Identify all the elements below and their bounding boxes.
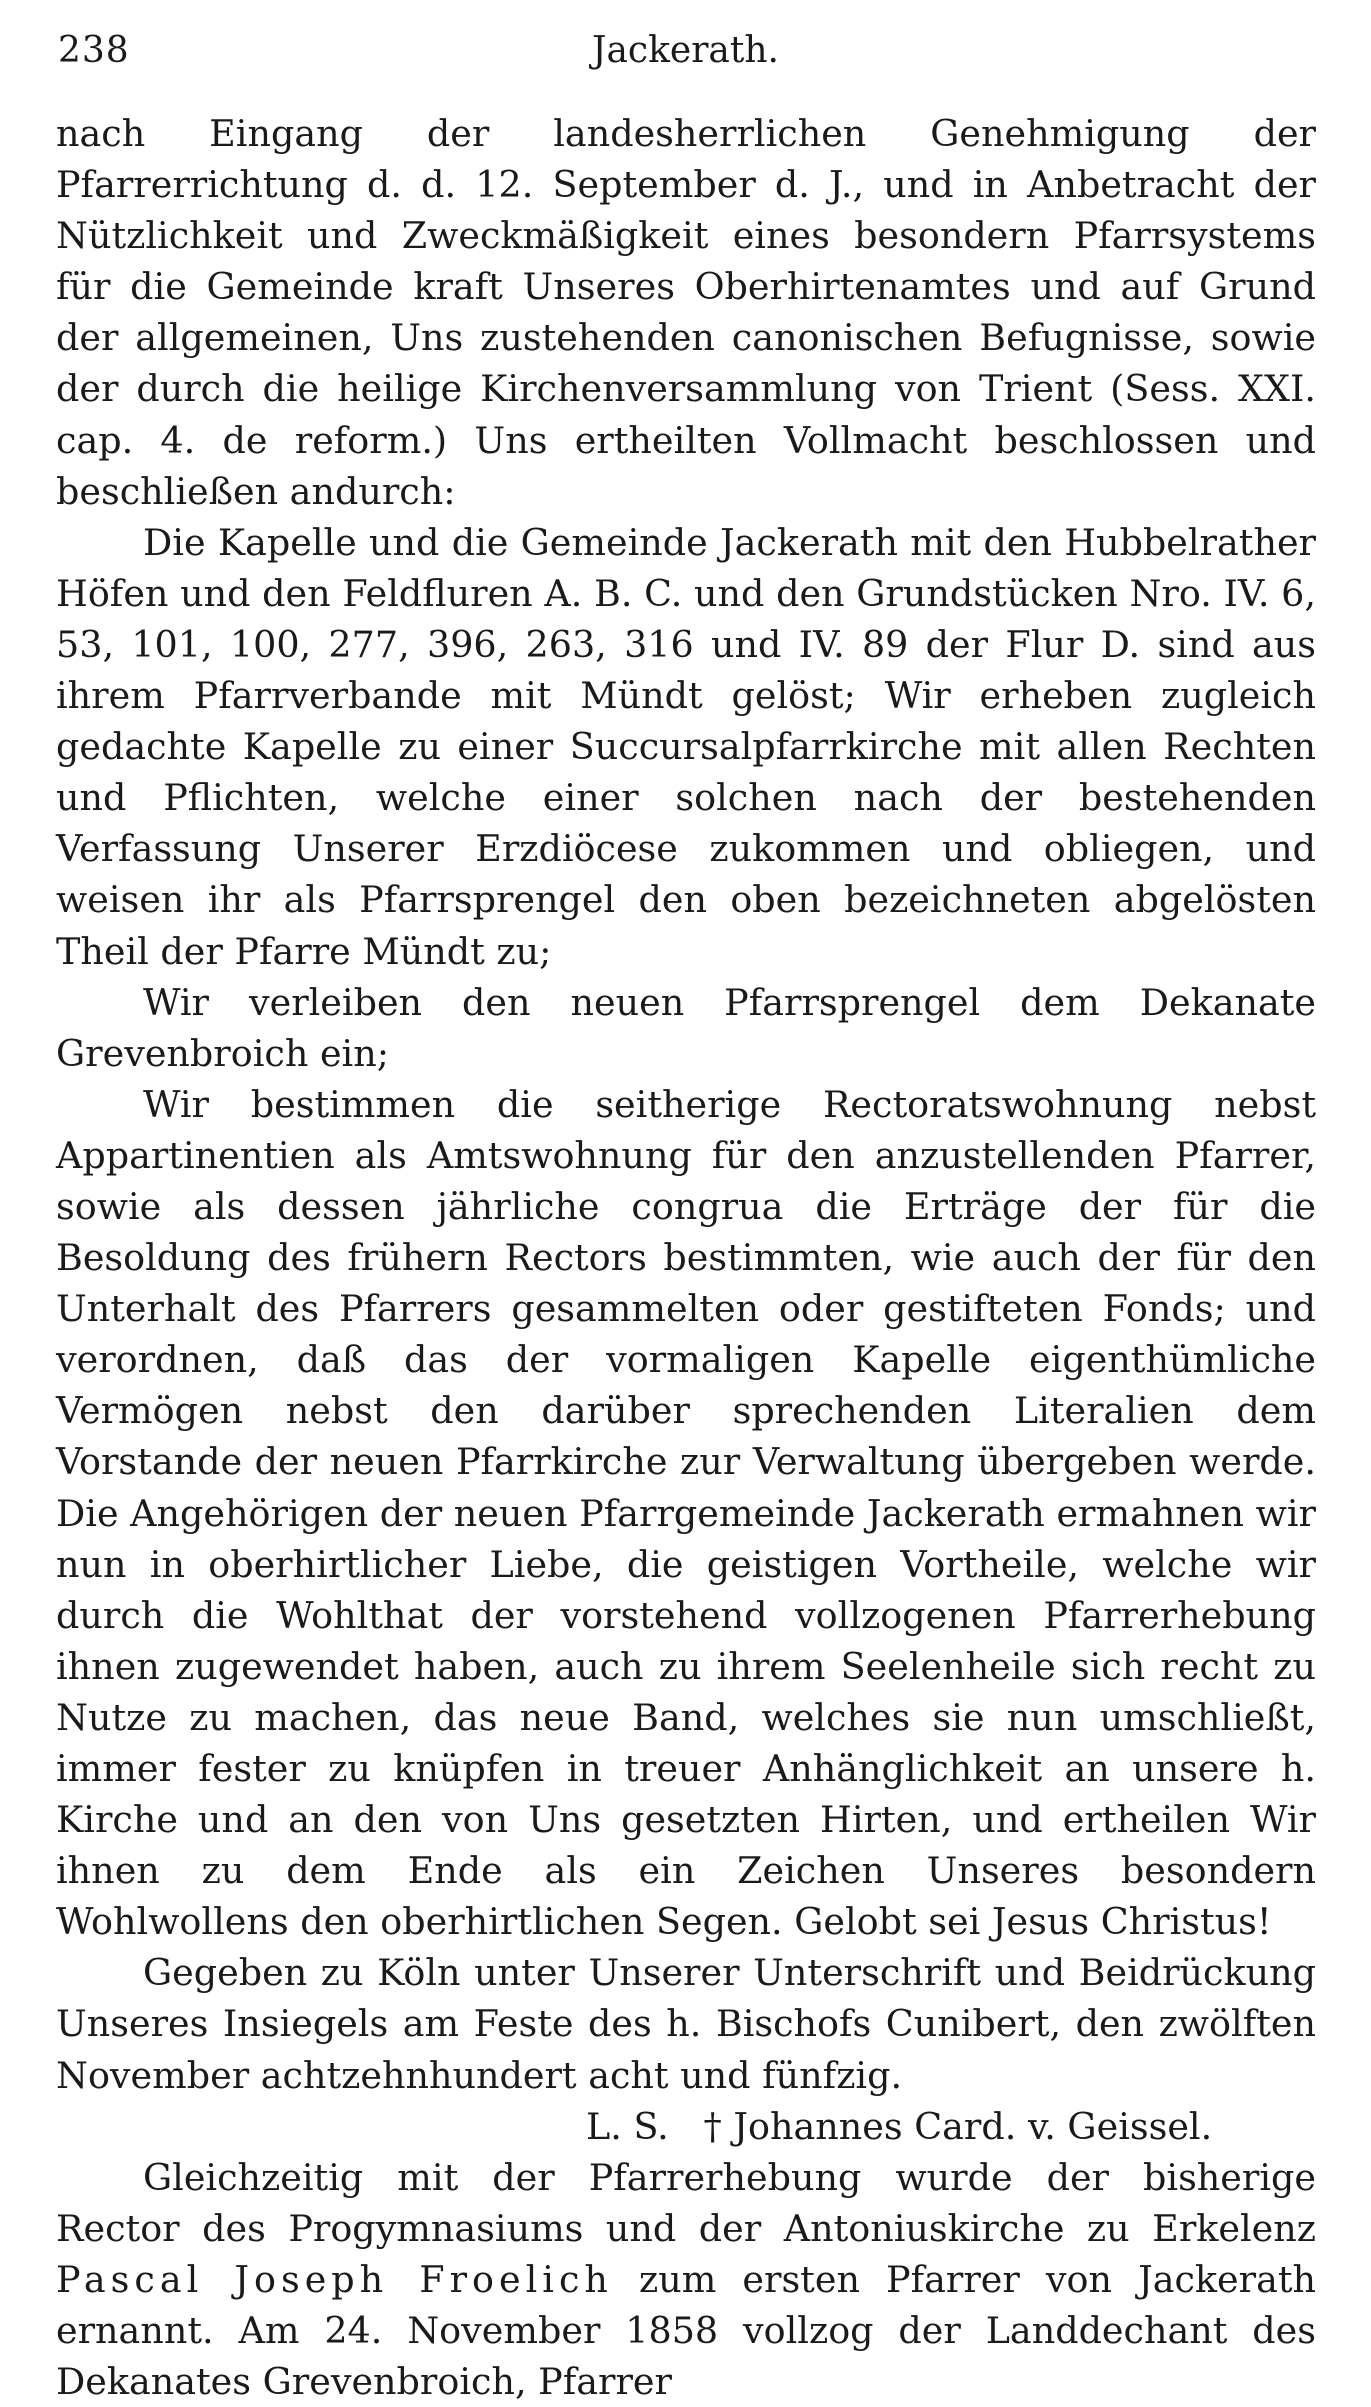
page-header (58, 30, 1313, 80)
appointee-name: Pascal Joseph Froelich (56, 2257, 613, 2301)
page-number: 238 (58, 30, 130, 71)
paragraph-given-at-cologne: Gegeben zu Köln unter Unserer Unterschrift und Beidrückung Unseres Insiegels am Feste des h. Bischofs Cunibert, den zwölften November achtzehnhundert acht und fünfzig. (56, 1951, 1316, 2097)
paragraph-chapel-elevation: Die Kapelle und die Gemeinde Jackerath mit den Hubbelrather Höfen und den Feldfluren A. B. C. und den Grundstücken Nro. IV. 6, 53, 101, 100, 277, 396, 263, 316 und IV. 89 der Flur D. sind aus ihrem Pfarrverbande mit Mündt gelöst; Wir erheben zugleich gedachte Kapelle zu einer Succursalpfarrkirche mit allen Rechten und Pflichten, welche einer solchen nach der bestehenden Verfassung Unserer Erzdiöcese zukommen und obliegen, und weisen ihr als Pfarrsprengel den oben bezeichneten abgelösten Theil der Pfarre Mündt zu; (56, 520, 1316, 973)
paragraph-appointment (56, 2152, 1316, 2407)
appointment-text-start: Gleichzeitig mit der Pfarrerhebung wurde der bisherige Rector des Progymnasiums und der Antoniuskirche zu Erkelenz (56, 2155, 1316, 2250)
signature-line: L. S. † Johannes Card. v. Geissel. (586, 2104, 1213, 2148)
running-head: Jackerath. (592, 30, 779, 71)
appointment-text-end: zum ersten Pfarrer von Jackerath ernannt. Am 24. November 1858 vollzog der Landdechant des Dekanates Grevenbroich, Pfarrer (56, 2257, 1317, 2404)
paragraph-decree-intro: nach Eingang der landesherrlichen Genehmigung der Pfarrerrichtung d. d. 12. September d. J., und in Anbetracht der Nützlichkeit und Zweckmäßigkeit eines besondern Pfarrsystems für die Gemeinde kraft Unseres Oberhirtenamtes und auf Grund der allgemeinen, Uns zustehenden canonischen Befugnisse, sowie der durch die heilige Kirchenversammlung von Trient (Sess. XXI. cap. 4. de reform.) Uns ertheilten Vollmacht beschlossen und beschließen andurch: (56, 112, 1316, 513)
paragraph-parsonage: Wir bestimmen die seitherige Rectoratswohnung nebst Appartinentien als Amtswohnung für den anzustellenden Pfarrer, sowie als dessen jährliche congrua die Erträge der für die Besoldung des frühern Rectors bestimmten, wie auch der für den Unterhalt des Pfarrers gesammelten oder gestifteten Fonds; und verordnen, daß das der vormaligen Kapelle eigenthümliche Vermögen nebst den darüber sprechenden Literalien dem Vorstande der neuen Pfarrkirche zur Verwaltung übergeben werde. Die Angehörigen der neuen Pfarrgemeinde Jackerath ermahnen wir nun in oberhirtlicher Liebe, die geistigen Vortheile, welche wir durch die Wohlthat der vorstehend vollzogenen Pfarrerhebung ihnen zugewendet haben, auch zu ihrem Seelenheile sich recht zu Nutze zu machen, das neue Band, welches sie nun umschließt, immer fester zu knüpfen in treuer Anhänglichkeit an unsere h. Kirche und an den von Uns gesetzten Hirten, und ertheilen Wir ihnen zu dem Ende als ein Zeichen Unseres besondern Wohlwollens den oberhirtlichen Segen. Gelobt sei Jesus Christus! (56, 1082, 1316, 1944)
body-text (56, 108, 1316, 2407)
paragraph-deanery: Wir verleiben den neuen Pfarrsprengel dem Dekanate Grevenbroich ein; (56, 980, 1316, 1075)
